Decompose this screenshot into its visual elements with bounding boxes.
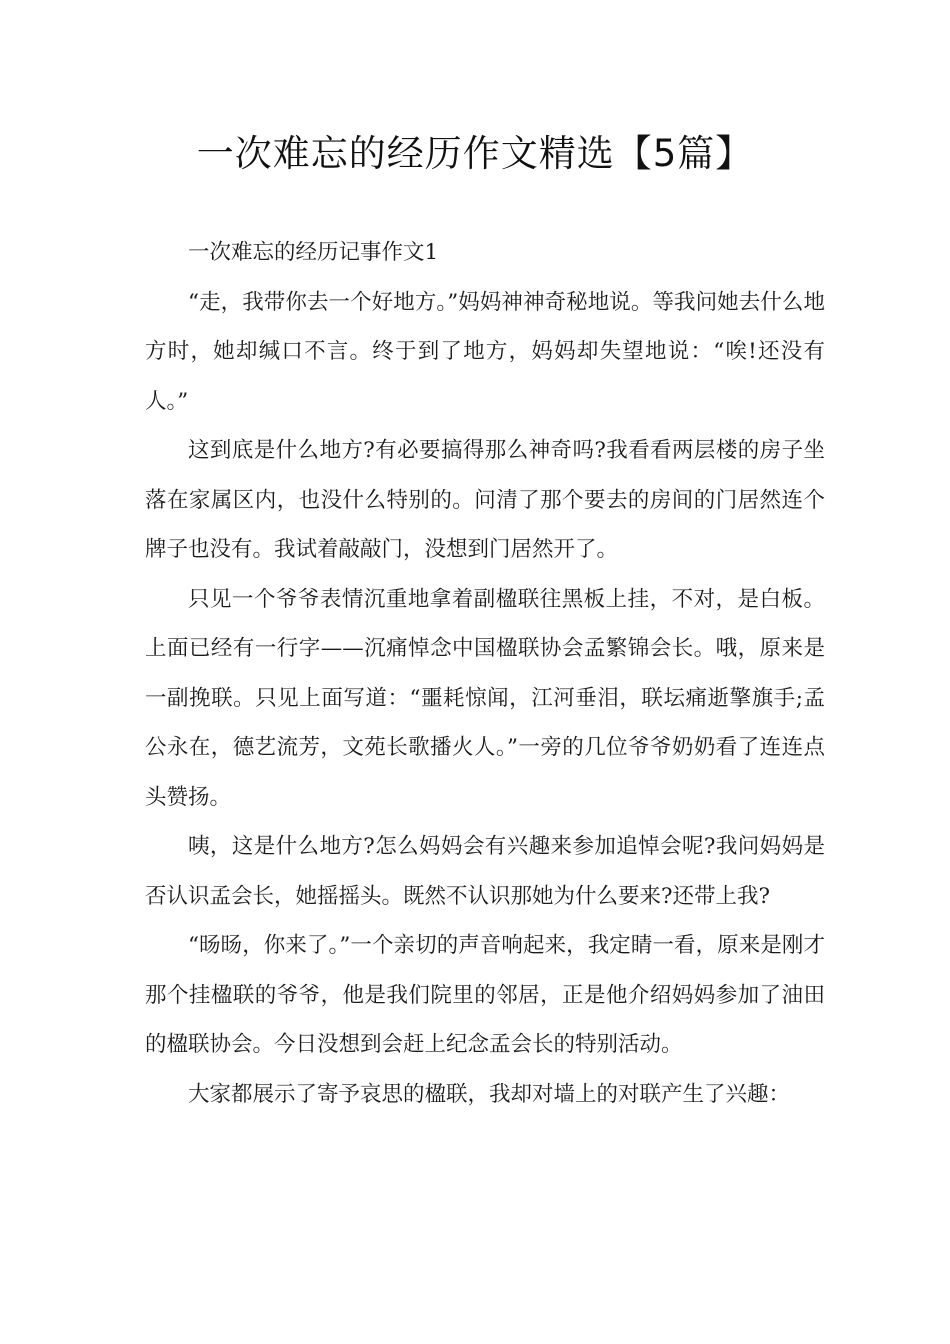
document-body [145,228,825,1119]
section-heading: 一次难忘的经历记事作文1 [188,240,439,265]
paragraph: 咦，这是什么地方?怎么妈妈会有兴趣来参加追悼会呢?我问妈妈是否认识孟会长，她摇摇头。既然不认识那她为什么要来?还带上我? [145,834,825,909]
page-title: 一次难忘的经历作文精选【5篇】 [196,132,754,175]
paragraph: 只见一个爷爷表情沉重地拿着副楹联往黑板上挂，不对，是白板。上面已经有一行字——沉痛悼念中国楹联协会孟繁锦会长。哦，原来是一副挽联。只见上面写道：“噩耗惊闻，江河垂泪，联坛痛逝擎旗手;孟公永在，德艺流芳，文苑长歌播火人。”一旁的几位爷爷奶奶看了连连点头赞扬。 [145,586,825,810]
paragraph: 大家都展示了寄予哀思的楹联，我却对墙上的对联产生了兴趣： [188,1081,791,1107]
paragraph: “走，我带你去一个好地方。”妈妈神神奇秘地说。等我问她去什么地方时，她却缄口不言。终于到了地方，妈妈却失望地说：“唉!还没有人。” [145,289,825,414]
paragraph: 这到底是什么地方?有必要搞得那么神奇吗?我看看两层楼的房子坐落在家属区内，也没什么特别的。问清了那个要去的房间的门居然连个牌子也没有。我试着敲敲门，没想到门居然开了。 [145,438,825,562]
paragraph: “旸旸，你来了。”一个亲切的声音响起来，我定睛一看，原来是刚才那个挂楹联的爷爷，他是我们院里的邻居，正是他介绍妈妈参加了油田的楹联协会。今日没想到会赶上纪念孟会长的特别活动。 [145,933,825,1057]
